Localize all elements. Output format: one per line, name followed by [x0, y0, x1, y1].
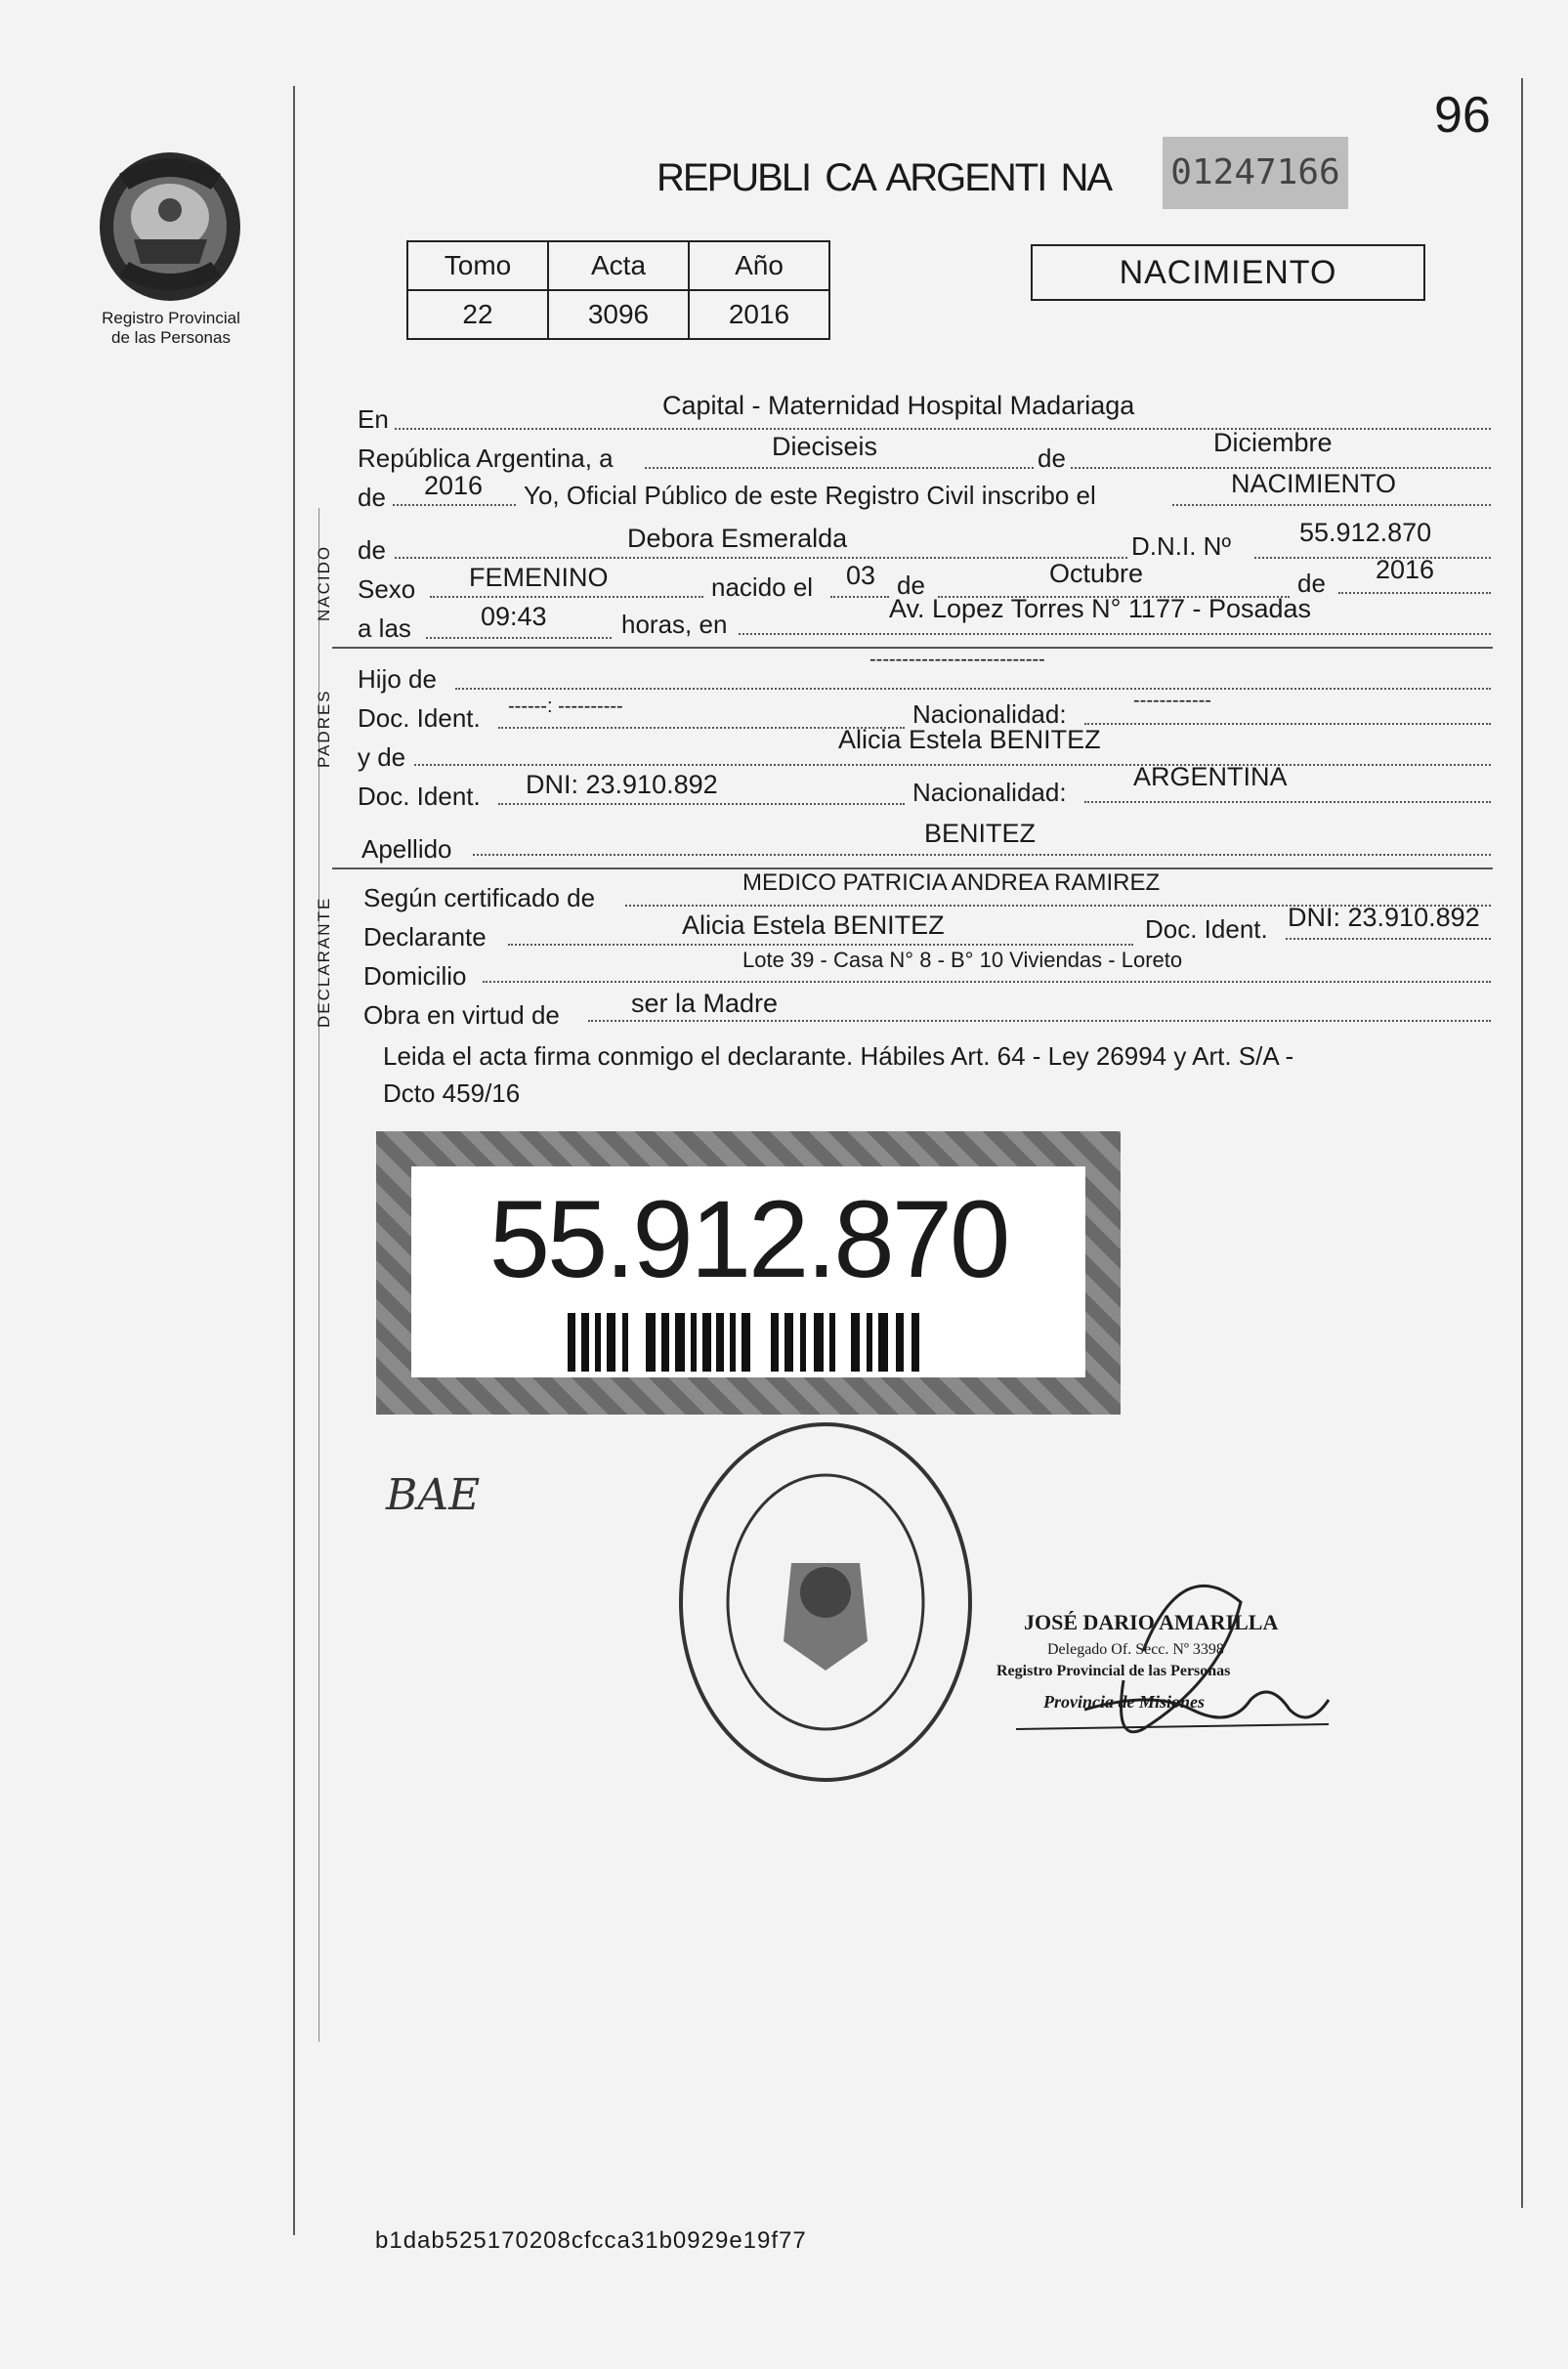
father-nationality: ------------	[1133, 690, 1211, 711]
tomo-header: Tomo	[407, 241, 548, 290]
dni-label: D.N.I. Nº	[1131, 531, 1231, 561]
dotted-line	[1254, 557, 1491, 559]
father-name: ---------------------------	[869, 649, 1045, 670]
logo-caption-line-2: de las Personas	[111, 328, 231, 347]
declarante-section-label: DECLARANTE	[315, 896, 333, 1028]
dotted-line	[830, 596, 889, 598]
right-margin-line	[1521, 78, 1523, 2208]
apellido-value: BENITEZ	[924, 819, 1037, 848]
y-de-label: y de	[358, 742, 406, 772]
barcode-number: 55.912.870	[488, 1178, 1008, 1300]
dotted-line	[508, 944, 1133, 946]
barcode-label	[411, 1166, 1085, 1377]
dni-barcode-sticker	[376, 1131, 1121, 1415]
handwritten-signature	[996, 1563, 1338, 1817]
dotted-line	[1286, 938, 1491, 940]
signatory-role: Delegado Of. Secc. Nº 3398	[1047, 1641, 1224, 1658]
declarante-doc-label: Doc. Ident.	[1145, 914, 1268, 944]
padres-section-label: PADRES	[315, 689, 333, 768]
ano-value: 2016	[689, 290, 829, 339]
day-value: Dieciseis	[772, 432, 878, 461]
page-number: 96	[1434, 87, 1491, 144]
signatory-office: Registro Provincial de las Personas	[996, 1663, 1231, 1679]
nacido-el-label: nacido el	[711, 572, 814, 602]
nacido-de-label: de	[358, 535, 386, 565]
republic-label: República Argentina, a	[358, 444, 614, 473]
mother-nationality: ARGENTINA	[1133, 762, 1288, 791]
signatory-name: JOSÉ DARIO AMARILLA	[1024, 1610, 1279, 1634]
declarante-name: Alicia Estela BENITEZ	[682, 910, 945, 940]
misiones-seal-logo	[90, 147, 251, 303]
birth-time: 09:43	[481, 602, 547, 631]
child-dni: 55.912.870	[1299, 518, 1432, 547]
dotted-line	[1338, 592, 1491, 594]
cert-value: MEDICO PATRICIA ANDREA RAMIREZ	[742, 869, 1161, 896]
hijo-de-label: Hijo de	[358, 664, 437, 694]
signatory-province: Provincia de Misiones	[1043, 1692, 1205, 1712]
child-name: Debora Esmeralda	[627, 524, 848, 553]
nacido-section-label: NACIDO	[315, 544, 333, 621]
dotted-line	[455, 688, 1491, 690]
dotted-line	[430, 596, 703, 598]
de-year-label: de	[358, 483, 386, 512]
dotted-line	[426, 637, 612, 639]
closing-line-2: Dcto 459/16	[383, 1079, 521, 1108]
declarante-label: Declarante	[363, 922, 487, 952]
dotted-line	[414, 764, 1491, 766]
mother-nat-label: Nacionalidad:	[912, 778, 1067, 807]
dotted-line	[498, 803, 905, 805]
birth-month: Octubre	[1049, 559, 1144, 588]
declarante-doc: DNI: 23.910.892	[1288, 903, 1480, 932]
dotted-line	[473, 854, 1491, 856]
domicilio-value: Lote 39 - Casa N° 8 - B° 10 Viviendas - Loreto	[742, 948, 1183, 972]
document-hash: b1dab525170208cfcca31b0929e19f77	[375, 2227, 807, 2254]
tomo-value: 22	[407, 290, 548, 339]
birth-de-label: de	[897, 571, 925, 600]
record-value: NACIMIENTO	[1231, 469, 1397, 498]
closing-line-1: Leida el acta firma conmigo el declarante. Hábiles Art. 64 - Ley 26994 y Art. S/A -	[383, 1041, 1294, 1071]
father-nat-label: Nacionalidad:	[912, 699, 1067, 729]
left-margin-line	[293, 86, 295, 2235]
birth-de-year-label: de	[1297, 569, 1326, 598]
domicilio-label: Domicilio	[363, 961, 467, 991]
dotted-line	[395, 557, 1127, 559]
horas-label: horas, en	[621, 610, 728, 639]
dotted-line	[588, 1020, 1491, 1022]
record-type-box: NACIMIENTO	[1031, 244, 1425, 301]
birth-day: 03	[846, 561, 876, 590]
logo-caption	[78, 309, 264, 348]
cert-label: Según certificado de	[363, 883, 596, 912]
a-las-label: a las	[358, 613, 411, 643]
place-value: Capital - Maternidad Hospital Madariaga	[662, 391, 1135, 420]
acta-value: 3096	[548, 290, 689, 339]
mother-doc-label: Doc. Ident.	[358, 782, 481, 811]
dotted-line	[483, 981, 1491, 983]
mother-name: Alicia Estela BENITEZ	[838, 725, 1101, 754]
month-value: Diciembre	[1213, 428, 1333, 457]
dotted-line	[393, 504, 516, 506]
de-label: de	[1034, 444, 1070, 474]
reference-table	[406, 240, 830, 340]
father-doc: ------: ----------	[508, 696, 623, 717]
ano-header: Año	[689, 241, 829, 290]
birth-place: Av. Lopez Torres N° 1177 - Posadas	[889, 594, 1312, 623]
birth-year: 2016	[1376, 555, 1435, 584]
apellido-label: Apellido	[361, 834, 452, 864]
sexo-label: Sexo	[358, 574, 416, 604]
obra-value: ser la Madre	[631, 989, 779, 1018]
handwritten-initials: BAE	[386, 1470, 481, 1520]
barcode-bars	[568, 1313, 929, 1372]
officer-text: Yo, Oficial Público de este Registro Civil inscribo el	[524, 481, 1096, 510]
dotted-line	[1172, 504, 1491, 506]
mother-doc: DNI: 23.910.892	[526, 770, 718, 799]
dotted-line	[739, 633, 1491, 635]
serial-number: 01247166	[1163, 137, 1348, 209]
logo-caption-line-1: Registro Provincial	[102, 309, 240, 327]
official-stamp	[674, 1417, 977, 1788]
acta-header: Acta	[548, 241, 689, 290]
dotted-line	[1084, 723, 1491, 725]
obra-label: Obra en virtud de	[363, 1000, 560, 1030]
dotted-line	[1084, 801, 1491, 803]
sexo-value: FEMENINO	[469, 563, 609, 592]
father-doc-label: Doc. Ident.	[358, 703, 481, 733]
en-label: En	[358, 404, 389, 434]
country-title: REPUBLI CA ARGENTI NA	[657, 156, 1112, 199]
year-value: 2016	[424, 471, 484, 500]
